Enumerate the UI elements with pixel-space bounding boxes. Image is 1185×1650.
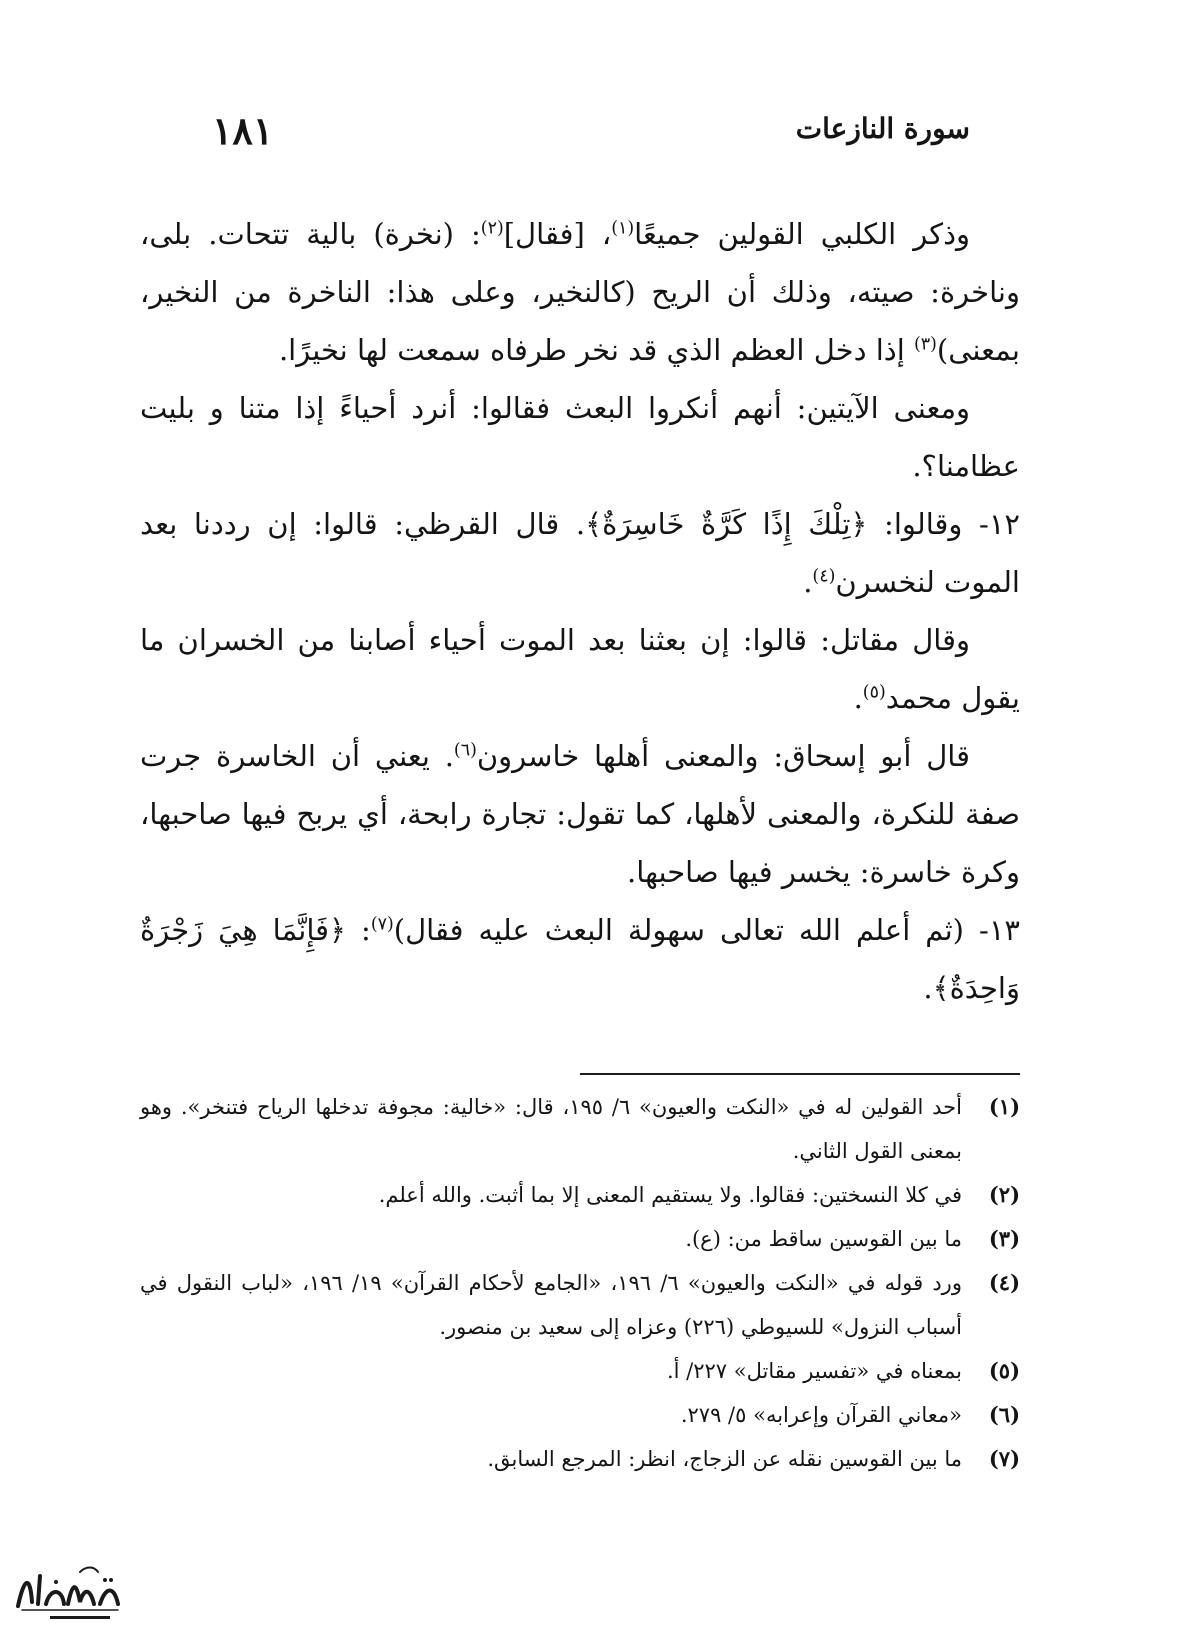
paragraph-text: ، [فقال] — [503, 217, 612, 251]
paragraph-text: : ﴿فَإِنَّمَا هِيَ زَجْرَةٌ وَاحِدَةٌ﴾. — [140, 913, 1020, 1005]
footnote-ref-4[interactable]: (٤) — [812, 566, 836, 587]
paragraph-text: وذكر الكلبي القولين جميعًا — [634, 217, 970, 251]
footnote-number: (٢) — [988, 1182, 1020, 1207]
footnote-number: (٧) — [988, 1446, 1020, 1471]
footnote-number: (٤) — [988, 1270, 1020, 1295]
footnote-text: في كلا النسختين: فقالوا. ولا يستقيم المعنى إلا بما أثبت. والله أعلم. — [378, 1183, 962, 1207]
footnote-number: (٣) — [988, 1226, 1020, 1251]
footnote-number: (١) — [988, 1094, 1020, 1119]
footnote-number: (٦) — [988, 1402, 1020, 1427]
footnote-text: «معاني القرآن وإعرابه» ٥/ ٢٧٩. — [680, 1403, 962, 1427]
paragraph-text: ١٣- (ثم أعلم الله تعالى سهولة البعث عليه فقال) — [393, 913, 1020, 947]
footnote-item — [140, 1393, 1020, 1437]
paragraph-text: إذا دخل العظم الذي قد نخر طرفاه سمعت لها نخيرًا. — [278, 333, 914, 367]
paragraph-1 — [140, 205, 1020, 379]
footnote-item — [140, 1217, 1020, 1261]
footnote-text: ما بين القوسين ساقط من: (ع). — [685, 1227, 962, 1251]
paragraph-3 — [140, 495, 1020, 611]
paragraph-text: وقال مقاتل: قالوا: إن بعثنا بعد الموت أحياء أصابنا من الخسران ما يقول محمد — [140, 623, 1020, 715]
footnote-ref-1[interactable]: (١) — [611, 218, 635, 239]
footnote-text: ورد قوله في «النكت والعيون» ٦/ ١٩٦، «الجامع لأحكام القرآن» ١٩/ ١٩٦، «لباب النقول في أسباب النزول» للسيوطي (٢٢٦) وعزاه إلى سعيد بن منصور. — [140, 1271, 962, 1339]
footnote-item — [140, 1349, 1020, 1393]
footnote-ref-3[interactable]: (٣) — [913, 334, 937, 355]
footnote-text: ما بين القوسين نقله عن الزجاج، انظر: المرجع السابق. — [487, 1447, 962, 1471]
footnotes-section — [140, 1085, 1020, 1481]
running-title: سورة النازعات — [795, 112, 970, 145]
paragraph-text: قال أبو إسحاق: والمعنى أهلها خاسرون — [476, 739, 970, 773]
paragraph-text: . — [803, 565, 813, 599]
footnote-item — [140, 1085, 1020, 1173]
footnote-ref-5[interactable]: (٥) — [862, 682, 886, 703]
footnote-text: أحد القولين له في «النكت والعيون» ٦/ ١٩٥، قال: «خالية: مجوفة تدخلها الرياح فتنخر». وهو بمعنى القول الثاني. — [140, 1095, 962, 1163]
footnote-ref-6[interactable]: (٦) — [453, 740, 477, 761]
paragraph-2: ومعنى الآيتين: أنهم أنكروا البعث فقالوا: أنرد أحياءً إذا متنا و بليت عظامنا؟. — [140, 391, 1020, 483]
paragraph-text: ١٢- وقالوا: ﴿تِلْكَ إِذًا كَرَّةٌ خَاسِرَةٌ﴾. قال القرظي: قالوا: إن رددنا بعد الموت لنخسرن — [140, 507, 1020, 599]
calligraphy-logo-icon — [10, 1558, 125, 1628]
footnote-ref-2[interactable]: (٢) — [480, 218, 504, 239]
main-text — [140, 205, 1020, 1017]
paragraph-text: . — [853, 681, 863, 715]
paragraph-5 — [140, 727, 1020, 901]
footnote-item — [140, 1437, 1020, 1481]
footnote-text: بمعناه في «تفسير مقاتل» ٢٢٧/ أ. — [666, 1359, 962, 1383]
footnote-ref-7[interactable]: (٧) — [370, 914, 394, 935]
paragraph-4 — [140, 611, 1020, 727]
footnote-divider — [580, 1073, 1020, 1075]
footnote-number: (٥) — [988, 1358, 1020, 1383]
paragraph-text: . يعني أن الخاسرة جرت صفة للنكرة، والمعنى لأهلها، كما تقول: تجارة رابحة، أي يربح فيها صاحبها، وكرة خاسرة: يخسر فيها صاحبها. — [140, 739, 1020, 889]
paragraph-text: : (نخرة) بالية تتحات. بلى، وناخرة: صيته، وذلك أن الريح (كالنخير، وعلى هذا: الناخرة من النخير، بمعنى) — [140, 217, 1020, 367]
paragraph-6 — [140, 901, 1020, 1017]
footnote-item — [140, 1173, 1020, 1217]
page-number: ١٨١ — [212, 108, 274, 153]
page-header — [160, 108, 970, 162]
footnote-item — [140, 1261, 1020, 1349]
